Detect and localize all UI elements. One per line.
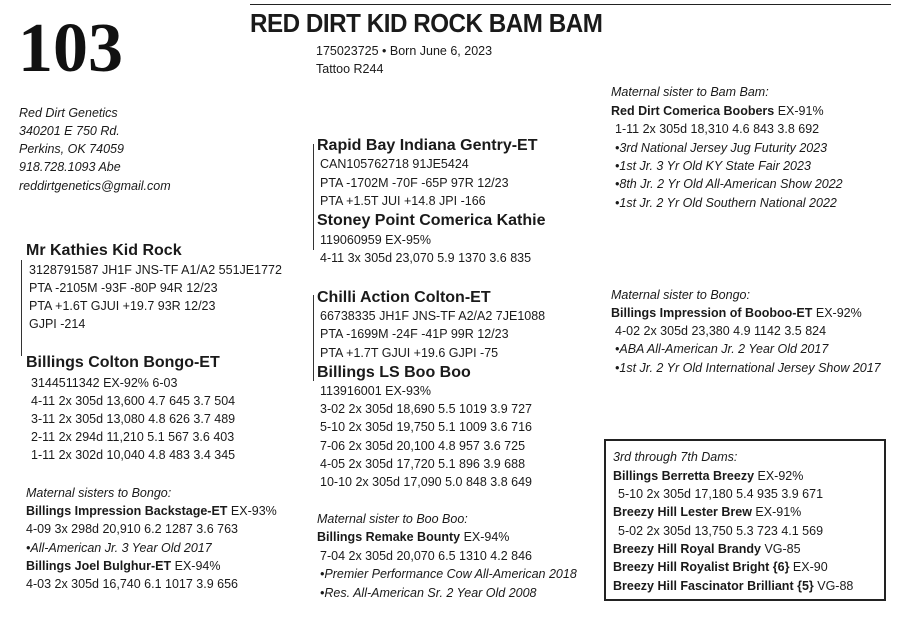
breeder-address: 340201 E 750 Rd.: [19, 124, 120, 138]
sire-sire-line: CAN105762718 91JE5424: [320, 157, 469, 171]
dam-name: Breezy Hill Fascinator Brilliant {5}: [613, 579, 814, 593]
lot-number: 103: [18, 10, 123, 87]
sister-name: Billings Impression of Booboo-ET: [611, 306, 813, 320]
dam-name: Breezy Hill Lester Brew: [613, 505, 752, 519]
dam-dam-line: 4-05 2x 305d 17,720 5.1 896 3.9 688: [320, 457, 526, 471]
bongo-sister-right-note: •ABA All-American Jr. 2 Year Old 2017: [615, 342, 829, 356]
sister-name: Billings Joel Bulghur-ET: [26, 559, 172, 573]
breeder-phone: 918.728.1093 Abe: [19, 160, 121, 174]
dam-name: Breezy Hill Royal Brandy: [613, 542, 761, 556]
sister-score: EX-92%: [812, 306, 862, 320]
sire-sire-line: PTA -1702M -70F -65P 97R 12/23: [320, 176, 509, 190]
booboo-sister-record: 7-04 2x 305d 20,070 6.5 1310 4.2 846: [320, 549, 532, 563]
dam-7: [613, 577, 853, 595]
dam-sire-line: PTA -1699M -24F -41P 99R 12/23: [320, 327, 509, 341]
sister-name: Red Dirt Comerica Boobers: [611, 104, 775, 118]
animal-name: RED DIRT KID ROCK BAM BAM: [250, 8, 603, 38]
bongo-sister-2: [26, 557, 221, 575]
header-rule: [250, 4, 891, 5]
dam-sire-line: 66738335 JH1F JNS-TF A2/A2 7JE1088: [320, 309, 546, 323]
tattoo: Tattoo R244: [316, 62, 384, 76]
breeder-city: Perkins, OK 74059: [19, 142, 124, 156]
dam-3: [613, 467, 803, 485]
sire-sire-line: PTA +1.5T JUI +14.8 JPI -166: [320, 194, 486, 208]
bongo-sister-1-note: •All-American Jr. 3 Year Old 2017: [26, 541, 212, 555]
dam-4-record: 5-02 2x 305d 13,750 5.3 723 4.1 569: [618, 524, 824, 538]
dam-score: EX-91%: [751, 505, 802, 519]
sire-line: GJPI -214: [29, 317, 86, 331]
bongo-sisters-heading: Maternal sisters to Bongo:: [26, 486, 172, 500]
sire-line: PTA -2105M -93F -80P 94R 12/23: [29, 281, 218, 295]
booboo-sister: [317, 528, 509, 546]
bongo-sister-2-record: 4-03 2x 305d 16,740 6.1 1017 3.9 656: [26, 577, 238, 591]
breeder-email: reddirtgenetics@gmail.com: [19, 179, 171, 193]
dam-score: EX-92%: [754, 469, 804, 483]
dam-dam-line: 7-06 2x 305d 20,100 4.8 957 3.6 725: [320, 439, 526, 453]
dam-name: Breezy Hill Royalist Bright {6}: [613, 560, 790, 574]
dam-dam-line: 3-02 2x 305d 18,690 5.5 1019 3.9 727: [320, 402, 532, 416]
registration-birth: 175023725 • Born June 6, 2023: [316, 44, 493, 58]
dam-line: 4-11 2x 305d 13,600 4.7 645 3.7 504: [31, 394, 236, 408]
dam-score: EX-90: [789, 560, 828, 574]
dam-name: Billings Berretta Breezy: [613, 469, 755, 483]
dams-box-heading: 3rd through 7th Dams:: [613, 450, 738, 464]
sire-name: Mr Kathies Kid Rock: [26, 242, 182, 259]
dam-3-record: 5-10 2x 305d 17,180 5.4 935 3.9 671: [618, 487, 824, 501]
dam-dam-line: 113916001 EX-93%: [320, 384, 431, 398]
dam-5: [613, 540, 801, 558]
dam-sire-name: Chilli Action Colton-ET: [317, 289, 491, 306]
sire-line: PTA +1.6T GJUI +19.7 93R 12/23: [29, 299, 216, 313]
dam-dam-line: 10-10 2x 305d 17,090 5.0 848 3.8 649: [320, 475, 532, 489]
bambam-sister-heading: Maternal sister to Bam Bam:: [611, 85, 769, 99]
dam-line: 2-11 2x 294d 11,210 5.1 567 3.6 403: [31, 430, 235, 444]
sister-name: Billings Remake Bounty: [317, 530, 461, 544]
dam-score: VG-85: [760, 542, 801, 556]
dam-name: Billings Colton Bongo-ET: [26, 354, 220, 371]
booboo-sister-heading: Maternal sister to Boo Boo:: [317, 512, 468, 526]
bambam-sister-note: •8th Jr. 2 Yr Old All-American Show 2022: [615, 177, 843, 191]
dam-score: VG-88: [813, 579, 854, 593]
dam-sire-line: PTA +1.7T GJUI +19.6 GJPI -75: [320, 346, 499, 360]
bongo-sister-right: [611, 304, 862, 322]
bambam-sister-note: •1st Jr. 2 Yr Old Southern National 2022: [615, 196, 837, 210]
sister-score: EX-93%: [227, 504, 277, 518]
dam-line: 3-11 2x 305d 13,080 4.8 626 3.7 489: [31, 412, 236, 426]
bambam-sister-record: 1-11 2x 305d 18,310 4.6 843 3.8 692: [615, 122, 820, 136]
bongo-sister-1-record: 4-09 3x 298d 20,910 6.2 1287 3.6 763: [26, 522, 238, 536]
bongo-sister-right-heading: Maternal sister to Bongo:: [611, 288, 750, 302]
pedigree-line-dam: [313, 295, 314, 381]
sister-name: Billings Impression Backstage-ET: [26, 504, 228, 518]
dam-line: 3144511342 EX-92% 6-03: [31, 376, 178, 390]
booboo-sister-note: •Res. All-American Sr. 2 Year Old 2008: [320, 586, 537, 600]
sire-dam-line: 4-11 3x 305d 23,070 5.9 1370 3.6 835: [320, 251, 532, 265]
dam-line: 1-11 2x 302d 10,040 4.8 483 3.4 345: [31, 448, 236, 462]
sire-dam-name: Stoney Point Comerica Kathie: [317, 212, 546, 229]
dam-dam-name: Billings LS Boo Boo: [317, 364, 471, 381]
bongo-sister-right-record: 4-02 2x 305d 23,380 4.9 1142 3.5 824: [615, 324, 827, 338]
pedigree-line-sire: [313, 144, 314, 250]
sire-sire-name: Rapid Bay Indiana Gentry-ET: [317, 137, 538, 154]
sire-dam-line: 119060959 EX-95%: [320, 233, 431, 247]
sister-score: EX-91%: [774, 104, 824, 118]
bambam-sister-note: •1st Jr. 3 Yr Old KY State Fair 2023: [615, 159, 811, 173]
sister-score: EX-94%: [171, 559, 221, 573]
dam-dam-line: 5-10 2x 305d 19,750 5.1 1009 3.6 716: [320, 420, 532, 434]
bambam-sister-note: •3rd National Jersey Jug Futurity 2023: [615, 141, 828, 155]
bambam-sister: [611, 102, 824, 120]
bongo-sister-right-note: •1st Jr. 2 Yr Old International Jersey Show 2017: [615, 361, 881, 375]
pedigree-line-left: [21, 260, 22, 356]
dam-4: [613, 503, 801, 521]
sire-line: 3128791587 JH1F JNS-TF A1/A2 551JE1772: [29, 263, 282, 277]
booboo-sister-note: •Premier Performance Cow All-American 2018: [320, 567, 577, 581]
breeder-name: Red Dirt Genetics: [19, 106, 118, 120]
bongo-sister-1: [26, 502, 277, 520]
dam-6: [613, 558, 828, 576]
sister-score: EX-94%: [460, 530, 510, 544]
